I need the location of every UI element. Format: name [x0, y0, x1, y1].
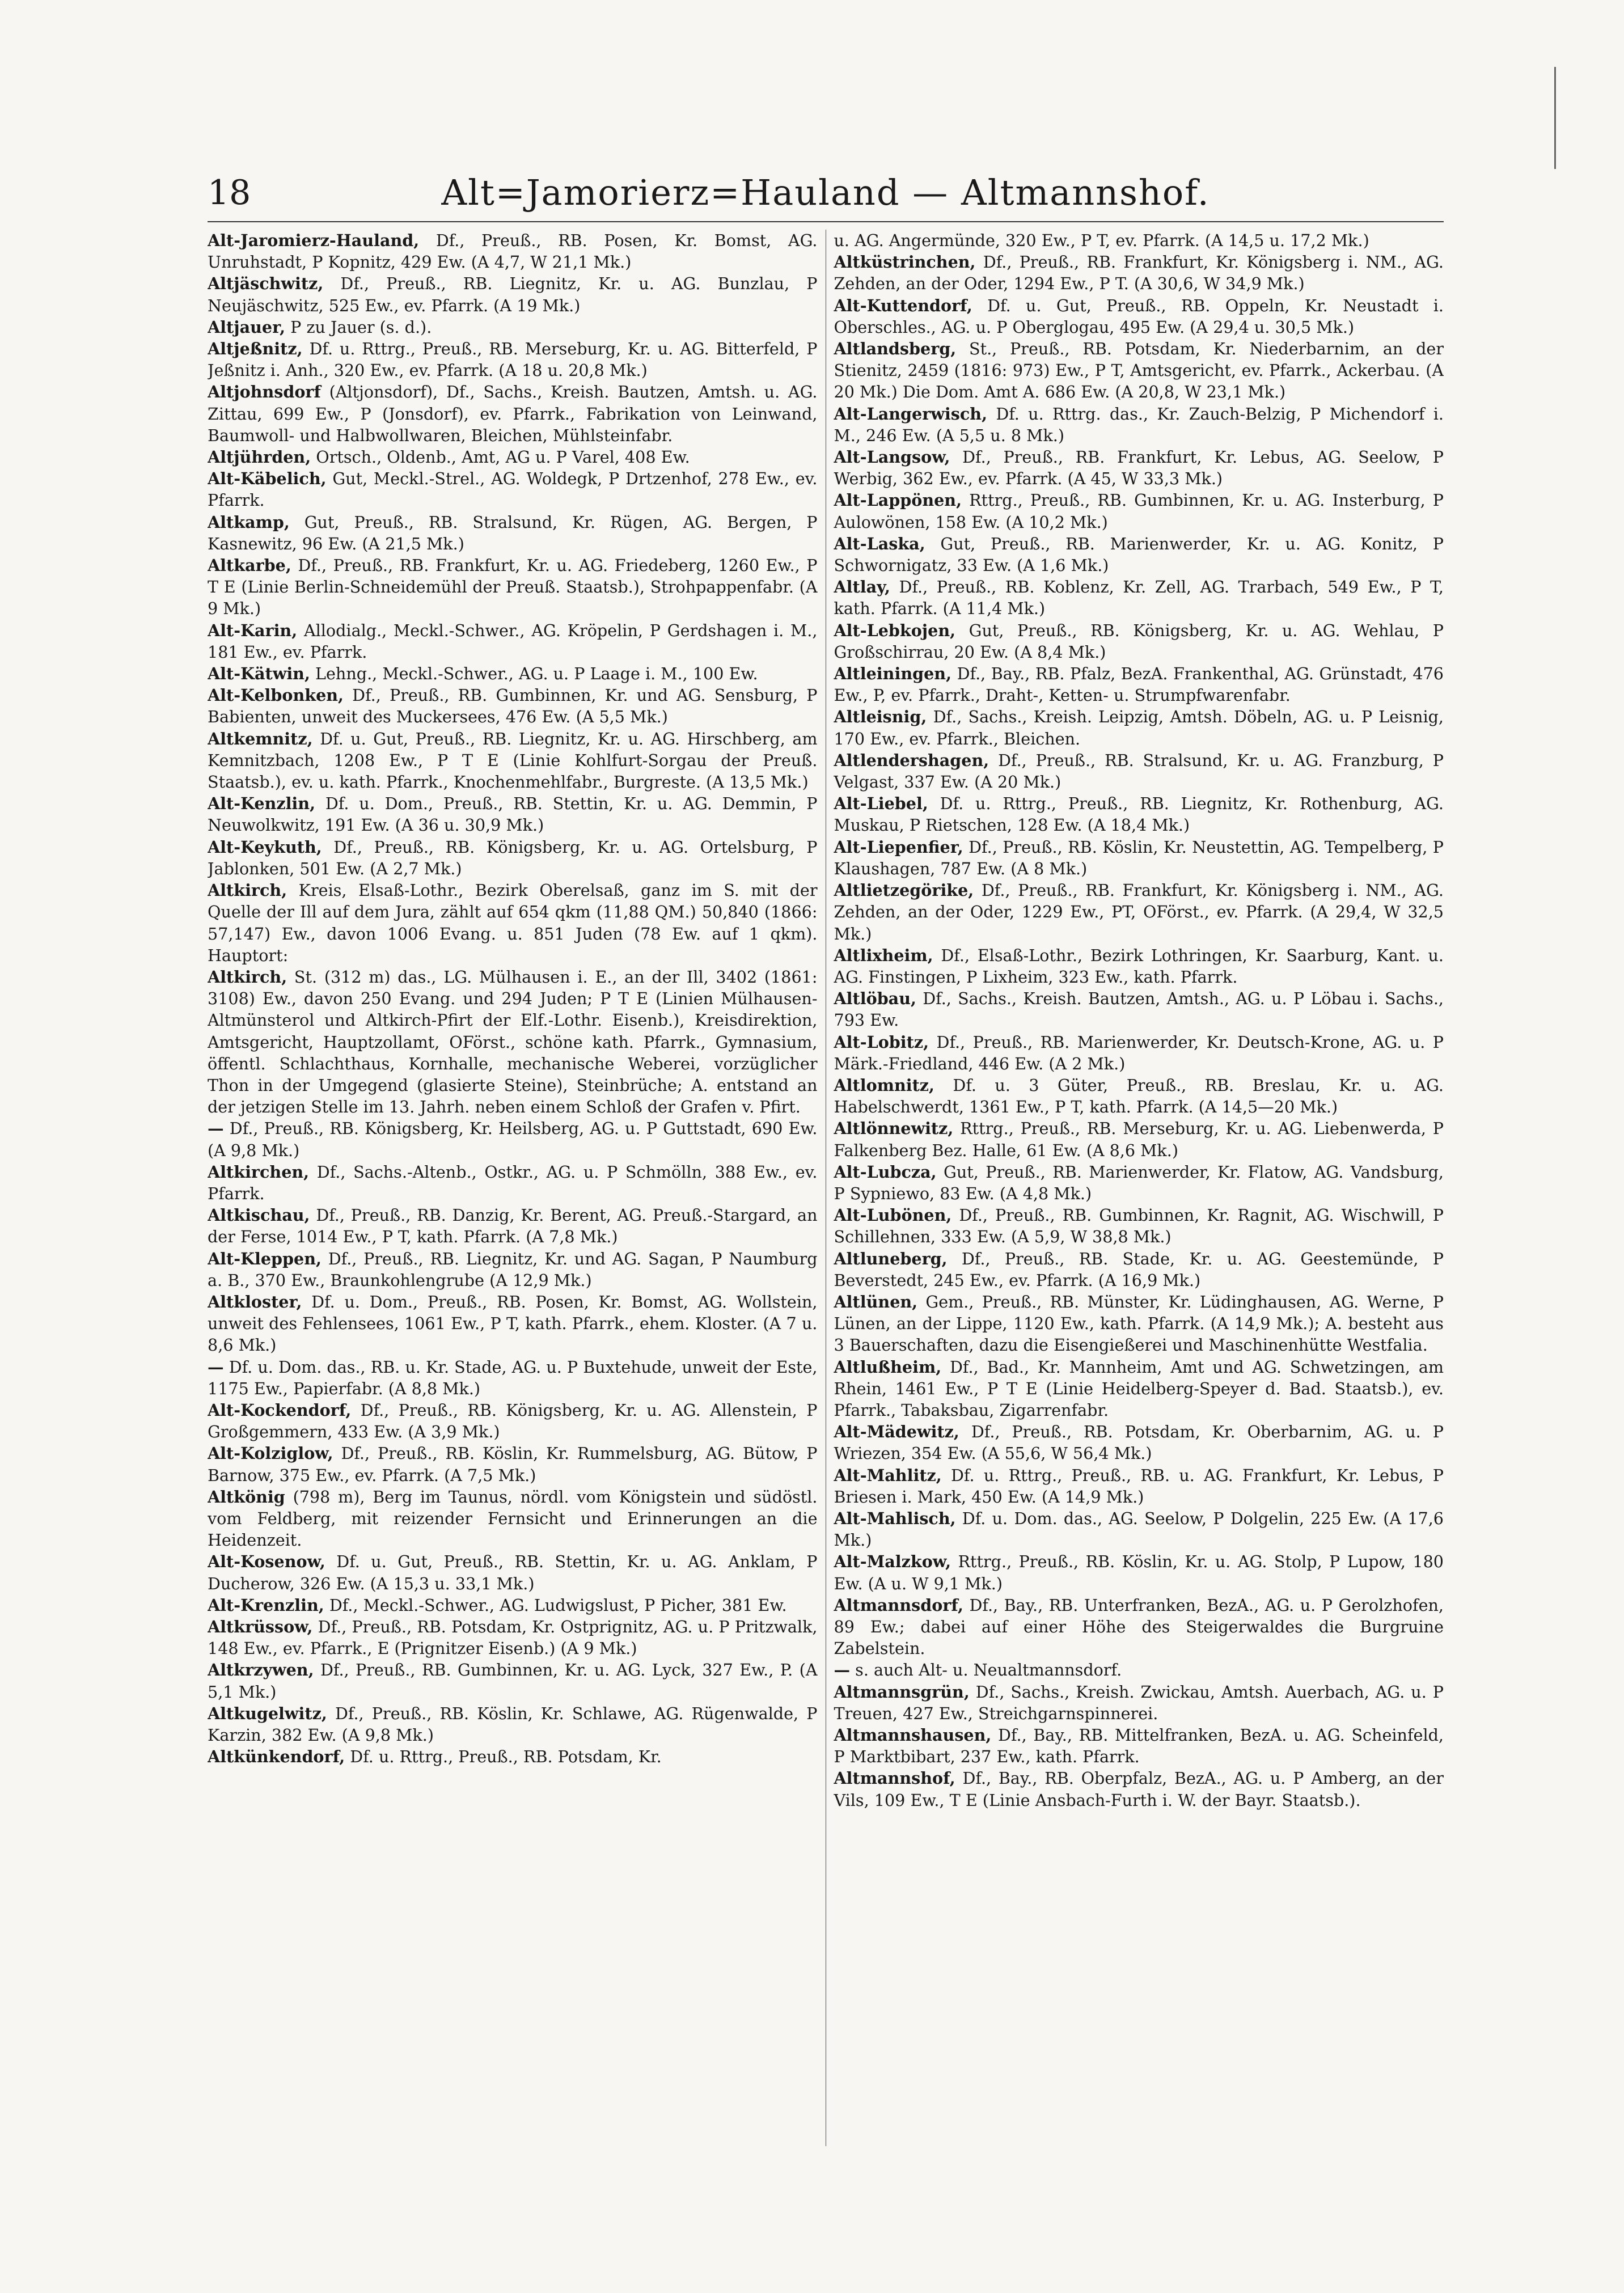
- entry-text: Df. u. 3 Güter, Preuß., RB. Breslau, Kr. u. AG. Habelschwerdt, 1361 Ew., P T, kath. Pfarrk. (A 14,5—20 Mk.): [834, 1075, 1444, 1117]
- gazetteer-entry: [208, 1356, 818, 1399]
- gazetteer-entry: [208, 1551, 818, 1594]
- entry-headword: Alt-Lebkojen,: [834, 620, 956, 640]
- gazetteer-entry: [208, 1442, 818, 1486]
- gazetteer-entry: [208, 230, 818, 273]
- gazetteer-entry: [834, 988, 1444, 1031]
- gazetteer-entry: [208, 1118, 818, 1161]
- gazetteer-entry: [834, 1248, 1444, 1291]
- entry-headword: Alt-Lobitz,: [834, 1032, 929, 1052]
- entry-headword: Alt-Keykuth,: [208, 837, 322, 857]
- entry-text: Df., Preuß., RB. Liegnitz, Kr. u. AG. Bunzlau, P Neujäschwitz, 525 Ew., ev. Pfarrk. (A 19 Mk.): [208, 274, 818, 315]
- entry-headword: Alt-Karin,: [208, 620, 298, 640]
- entry-text: Lehng., Meckl.-Schwer., AG. u. P Laage i. M., 100 Ew.: [310, 664, 758, 684]
- entry-text: Df., Preuß., RB. Frankfurt, Kr. Königsberg i. NM., AG. Zehden, an der Oder, 1294 Ew., P T. (A 30,6, W 34,9 Mk.): [834, 252, 1444, 294]
- entry-text: Df. u. Dom. das., RB. u. Kr. Stade, AG. u. P Buxtehude, unweit der Este, 1175 Ew., Papierfabr. (A 8,8 Mk.): [208, 1357, 818, 1398]
- gazetteer-entry: [834, 489, 1444, 532]
- entry-headword: Alt-Malzkow,: [834, 1552, 951, 1572]
- gazetteer-entry: [834, 576, 1444, 619]
- entry-text: Df., Sachs., Kreish. Leipzig, Amtsh. Döbeln, AG. u. P Leisnig, 170 Ew., ev. Pfarrk., Bleichen.: [834, 707, 1444, 748]
- entry-headword: Altküstrinchen,: [834, 252, 976, 272]
- entry-headword: Altkünkendorf,: [208, 1747, 345, 1767]
- entry-text: Df., Preuß., RB. Gumbinnen, Kr. u. AG. Lyck, 327 Ew., P. (A 5,1 Mk.): [208, 1660, 818, 1702]
- entry-text: Df., Preuß., RB. Potsdam, Kr. Ostprignitz, AG. u. P Pritzwalk, 148 Ew., ev. Pfarrk., E (Prignitzer Eisenb.) (A 9 Mk.): [208, 1617, 818, 1659]
- entry-text: St. (312 m) das., LG. Mülhausen i. E., an der Ill, 3402 (1861: 3108) Ew., davon 250 Evang. und 294 Juden; P T E (Linien Mülhausen-Altmünsterol und Altkirch-Pfirt der Elf.-Lothr. Eisenb.), Kreisdirektion, Amtsgericht, Hauptzollamt, OFörst., schöne kath. Pfarrk., Gymnasium, öffentl. Schlachthaus, Kornhalle, mechanische Weberei, vorzüglicher Thon in der Umgegend (glasierte Steine), Steinbrüche; A. entstand an der jetzigen Stelle im 13. Jahrh. neben einem Schloß der Grafen v. Pfirt.: [208, 967, 818, 1117]
- gazetteer-entry: [834, 1356, 1444, 1422]
- entry-text: (Altjonsdorf), Df., Sachs., Kreish. Bautzen, Amtsh. u. AG. Zittau, 699 Ew., P (Jonsdorf), ev. Pfarrk., Fabrikation von Leinwand, Baumwoll- und Halbwollwaren, Bleichen, Mühlsteinfabr.: [208, 382, 818, 445]
- entry-headword: Altjohnsdorf: [208, 382, 321, 402]
- dictionary-page: [208, 170, 1444, 2155]
- entry-text: Df., Sachs., Kreish. Bautzen, Amtsh., AG. u. P Löbau i. Sachs., 793 Ew.: [834, 989, 1444, 1030]
- gazetteer-entry: [208, 663, 818, 684]
- entry-headword: Altkischau,: [208, 1205, 310, 1225]
- entry-text: Df., Elsaß-Lothr., Bezirk Lothringen, Kr. Saarburg, Kant. u. AG. Finstingen, P Lixheim, 323 Ew., kath. Pfarrk.: [834, 945, 1444, 987]
- entry-text: Df., Sachs.-Altenb., Ostkr., AG. u. P Schmölln, 388 Ew., ev. Pfarrk.: [208, 1162, 818, 1203]
- gazetteer-entry: [208, 1594, 818, 1616]
- gazetteer-entry: [834, 1724, 1444, 1767]
- entry-text: Df., Preuß., RB. Posen, Kr. Bomst, AG. Unruhstadt, P Kopnitz, 429 Ew. (A 4,7, W 21,1 Mk.): [208, 231, 818, 272]
- entry-headword: Altkamp,: [208, 512, 290, 532]
- gazetteer-entry: [834, 1659, 1444, 1681]
- page-header: [208, 170, 1444, 222]
- entry-text: u. AG. Angermünde, 320 Ew., P T, ev. Pfarrk. (A 14,5 u. 17,2 Mk.): [834, 231, 1369, 250]
- gazetteer-entry: [834, 1031, 1444, 1074]
- entry-headword: Alt-Kleppen,: [208, 1249, 322, 1268]
- entry-headword: Altkönig: [208, 1487, 285, 1507]
- entry-text: Allodialg., Meckl.-Schwer., AG. Kröpelin, P Gerdshagen i. M., 181 Ew., ev. Pfarrk.: [208, 620, 818, 662]
- entry-text: Df., Preuß., RB. Gumbinnen, Kr. Ragnit, AG. Wischwill, P Schillehnen, 333 Ew. (A 5,9, W 38,8 Mk.): [834, 1205, 1444, 1247]
- entry-text: Df., Sachs., Kreish. Zwickau, Amtsh. Auerbach, AG. u. P Treuen, 427 Ew., Streichgarnspinnerei.: [834, 1682, 1444, 1723]
- gazetteer-entry: [834, 1118, 1444, 1161]
- gazetteer-entry: [834, 338, 1444, 403]
- entry-headword: Alt-Lubönen,: [834, 1205, 952, 1225]
- gazetteer-entry: [834, 620, 1444, 663]
- entry-headword: Alt-Liebel,: [834, 794, 928, 814]
- entry-headword: Alt-Krenzlin,: [208, 1595, 324, 1615]
- entry-headword: Altlomnitz,: [834, 1075, 934, 1095]
- entry-text: Df., Preuß., RB. Danzig, Kr. Berent, AG. Preuß.-Stargard, an der Ferse, 1014 Ew., P T, kath. Pfarrk. (A 7,8 Mk.): [208, 1205, 818, 1247]
- gazetteer-entry: [208, 836, 818, 879]
- entry-text: Kreis, Elsaß-Lothr., Bezirk Oberelsaß, ganz im S. mit der Quelle der Ill auf dem Jura, zählt auf 654 qkm (11,88 QM.) 50,840 (1866: 57,147) Ew., davon 1006 Evang. u. 851 Juden (78 Ew. auf 1 qkm). Hauptort:: [208, 881, 818, 965]
- entry-text: Df., Meckl.-Schwer., AG. Ludwigslust, P Picher, 381 Ew.: [324, 1595, 787, 1615]
- entry-text: Df., Bay., RB. Unterfranken, BezA., AG. u. P Gerolzhofen, 89 Ew.; dabei auf einer Höhe des Steigerwaldes die Burgruine Zabelstein.: [834, 1595, 1444, 1659]
- entry-text: Df., Preuß., RB. Marienwerder, Kr. Deutsch-Krone, AG. u. P Märk.-Friedland, 446 Ew. (A 2 Mk.): [834, 1032, 1444, 1073]
- entry-text: Df., Preuß., RB. Koblenz, Kr. Zell, AG. Trarbach, 549 Ew., P T, kath. Pfarrk. (A 11,4 Mk.): [834, 577, 1444, 619]
- gazetteer-entry: [834, 1161, 1444, 1204]
- entry-headword: Altkarbe,: [208, 556, 291, 576]
- gazetteer-entry: [208, 1486, 818, 1551]
- entry-text: St., Preuß., RB. Potsdam, Kr. Niederbarnim, an der Stienitz, 2459 (1816: 973) Ew., P T, Amtsgericht, ev. Pfarrk., Ackerbau. (A 20 Mk.) Die Dom. Amt A. 686 Ew. (A 20,8, W 23,1 Mk.): [834, 339, 1444, 402]
- entry-text: Df. u. Dom., Preuß., RB. Posen, Kr. Bomst, AG. Wollstein, unweit des Fehlensees, 1061 Ew., P T, kath. Pfarrk., ehem. Kloster. (A 7 u. 8,6 Mk.): [208, 1292, 818, 1355]
- page-number: 18: [208, 173, 251, 213]
- text-columns: [208, 230, 1444, 2146]
- entry-headword: Alt-Jaromierz-Hauland,: [208, 231, 420, 250]
- entry-headword: Altmannsgrün,: [834, 1682, 970, 1702]
- entry-text: Df., Preuß., RB. Liegnitz, Kr. und AG. Sagan, P Naumburg a. B., 370 Ew., Braunkohlengrube (A 12,9 Mk.): [208, 1249, 818, 1290]
- gazetteer-entry: [834, 706, 1444, 749]
- entry-text: Rttrg., Preuß., RB. Merseburg, Kr. u. AG. Liebenwerda, P Falkenberg Bez. Halle, 61 Ew. (A 8,6 Mk.): [834, 1119, 1444, 1160]
- gazetteer-entry: [208, 273, 818, 316]
- entry-headword: —: [208, 1357, 224, 1377]
- entry-text: Df., Preuß., RB. Gumbinnen, Kr. und AG. Sensburg, P Babienten, unweit des Muckersees, 476 Ew. (A 5,5 Mk.): [208, 686, 818, 727]
- entry-headword: —: [208, 1119, 224, 1139]
- entry-text: Df., Preuß., RB. Königsberg, Kr. Heilsberg, AG. u. P Guttstadt, 690 Ew. (A 9,8 Mk.): [208, 1119, 818, 1160]
- entry-headword: Alt-Kenzlin,: [208, 794, 316, 814]
- gazetteer-entry: [834, 1421, 1444, 1464]
- entry-text: Df., Preuß., RB. Stade, Kr. u. AG. Geestemünde, P Beverstedt, 245 Ew., ev. Pfarrk. (A 16,9 Mk.): [834, 1249, 1444, 1290]
- gazetteer-entry: [834, 836, 1444, 879]
- entry-headword: Altmannshof,: [834, 1769, 955, 1788]
- entry-headword: Altkirch,: [208, 967, 287, 987]
- entry-headword: Altlendershagen,: [834, 750, 989, 770]
- entry-headword: Alt-Mädewitz,: [834, 1422, 959, 1442]
- entry-headword: Altleiningen,: [834, 664, 952, 684]
- gazetteer-entry: [834, 1204, 1444, 1247]
- entry-text: Gem., Preuß., RB. Münster, Kr. Lüdinghausen, AG. Werne, P Lünen, an der Lippe, 1120 Ew., kath. Pfarrk. (A 14,9 Mk.); A. besteht aus 3 Bauerschaften, dazu die Eisengießerei und Maschinenhütte Westfalia.: [834, 1292, 1444, 1355]
- entry-headword: Alt-Laska,: [834, 534, 925, 553]
- entry-headword: Altjauer,: [208, 317, 286, 337]
- entry-text: Gut, Preuß., RB. Marienwerder, Kr. u. AG. Konitz, P Schwornigatz, 33 Ew. (A 1,6 Mk.): [834, 534, 1444, 576]
- entry-headword: Altleisnig,: [834, 707, 927, 727]
- entry-text: Df. u. Rttrg., Preuß., RB. u. AG. Frankfurt, Kr. Lebus, P Briesen i. Mark, 450 Ew. (A 14,9 Mk.): [834, 1465, 1444, 1507]
- entry-headword: Altlöbau,: [834, 989, 916, 1009]
- gazetteer-entry: [834, 1681, 1444, 1724]
- gazetteer-entry: [834, 1594, 1444, 1660]
- entry-headword: Altlönnewitz,: [834, 1119, 954, 1139]
- gazetteer-entry: [208, 879, 818, 966]
- gazetteer-entry: [208, 468, 818, 511]
- entry-headword: Alt-Kockendorf,: [208, 1400, 352, 1420]
- entry-headword: Altkrüssow,: [208, 1617, 313, 1636]
- entry-headword: Alt-Kätwin,: [208, 664, 310, 684]
- gazetteer-entry: [834, 295, 1444, 338]
- entry-text: Df., Preuß., RB. Stralsund, Kr. u. AG. Franzburg, P Velgast, 337 Ew. (A 20 Mk.): [834, 750, 1444, 792]
- entry-text: Gut, Preuß., RB. Marienwerder, Kr. Flatow, AG. Vandsburg, P Sypniewo, 83 Ew. (A 4,8 Mk.): [834, 1162, 1444, 1203]
- gazetteer-entry: [208, 793, 818, 836]
- gazetteer-entry: [208, 555, 818, 620]
- gazetteer-entry: [834, 1767, 1444, 1810]
- entry-text: Df. u. Dom. das., AG. Seelow, P Dolgelin, 225 Ew. (A 17,6 Mk.): [834, 1508, 1444, 1550]
- gazetteer-entry: [834, 793, 1444, 836]
- entry-headword: Altlünen,: [834, 1292, 918, 1312]
- gazetteer-entry: [834, 1291, 1444, 1356]
- gazetteer-entry: [208, 1291, 818, 1356]
- entry-text: Df., Preuß., RB. Köslin, Kr. Schlawe, AG. Rügenwalde, P Karzin, 382 Ew. (A 9,8 Mk.): [208, 1703, 818, 1745]
- entry-text: Df., Preuß., RB. Frankfurt, Kr. Königsberg i. NM., AG. Zehden, an der Oder, 1229 Ew., PT, OFörst., ev. Pfarrk. (A 29,4, W 32,5 Mk.): [834, 881, 1444, 944]
- entry-headword: Altlay,: [834, 577, 890, 597]
- gazetteer-entry: [834, 1074, 1444, 1118]
- entry-text: Gut, Preuß., RB. Stralsund, Kr. Rügen, AG. Bergen, P Kasnewitz, 96 Ew. (A 21,5 Mk.): [208, 512, 818, 553]
- scan-edge-mark: [1554, 67, 1556, 169]
- entry-text: (798 m), Berg im Taunus, nördl. vom Königstein und südöstl. vom Feldberg, mit reizender Fernsicht und Erinnerungen an die Heidenzeit.: [208, 1487, 818, 1550]
- gazetteer-entry: [834, 533, 1444, 576]
- entry-headword: Altkirch,: [208, 881, 287, 900]
- entry-headword: Alt-Lappönen,: [834, 490, 962, 510]
- entry-headword: Alt-Kelbonken,: [208, 686, 344, 705]
- running-head: Alt=Jamorierz=Hauland — Altmannshof.: [441, 172, 1210, 213]
- gazetteer-entry: [834, 750, 1444, 793]
- entry-headword: Altkloster,: [208, 1292, 302, 1312]
- entry-text: s. auch Alt- u. Neualtmannsdorf.: [850, 1660, 1122, 1680]
- entry-text: Gut, Meckl.-Strel., AG. Woldegk, P Drtzenhof, 278 Ew., ev. Pfarrk.: [208, 469, 818, 510]
- entry-headword: Alt-Mahlisch,: [834, 1508, 956, 1528]
- entry-text: Df., Bad., Kr. Mannheim, Amt und AG. Schwetzingen, am Rhein, 1461 Ew., P T E (Linie Heidelberg-Speyer d. Bad. Staatsb.), ev. Pfarrk., Tabaksbau, Zigarrenfabr.: [834, 1357, 1444, 1420]
- gazetteer-entry: [834, 879, 1444, 945]
- gazetteer-entry: [834, 446, 1444, 489]
- gazetteer-entry: [208, 1161, 818, 1204]
- gazetteer-entry: [208, 728, 818, 793]
- entry-headword: Altluneberg,: [834, 1249, 948, 1268]
- entry-text: Df. u. Rttrg. das., Kr. Zauch-Belzig, P Michendorf i. M., 246 Ew. (A 5,5 u. 8 Mk.): [834, 404, 1444, 445]
- gazetteer-entry: [208, 1248, 818, 1291]
- entry-text: Rttrg., Preuß., RB. Gumbinnen, Kr. u. AG. Insterburg, P Aulowönen, 158 Ew. (A 10,2 Mk.): [834, 490, 1444, 532]
- gazetteer-entry: [208, 1703, 818, 1746]
- entry-text: Df., Bay., RB. Mittelfranken, BezA. u. AG. Scheinfeld, P Marktbibart, 237 Ew., kath. Pfarrk.: [834, 1725, 1444, 1767]
- gazetteer-entry: [208, 381, 818, 446]
- entry-text: Df., Preuß., RB. Frankfurt, Kr. Lebus, AG. Seelow, P Werbig, 362 Ew., ev. Pfarrk. (A 45, W 33,3 Mk.): [834, 447, 1444, 489]
- entry-headword: Alt-Kosenow,: [208, 1552, 325, 1572]
- gazetteer-entry: [834, 1465, 1444, 1508]
- entry-text: Df. u. Dom., Preuß., RB. Stettin, Kr. u. AG. Demmin, P Neuwolkwitz, 191 Ew. (A 36 u. 30,9 Mk.): [208, 794, 818, 835]
- entry-headword: Altlandsberg,: [834, 339, 957, 359]
- gazetteer-entry: [208, 966, 818, 1118]
- gazetteer-entry: [834, 251, 1444, 294]
- entry-headword: Altjeßnitz,: [208, 339, 303, 359]
- entry-text: Df., Preuß., RB. Köslin, Kr. Rummelsburg, AG. Bütow, P Barnow, 375 Ew., ev. Pfarrk. (A 7,5 Mk.): [208, 1444, 818, 1485]
- gazetteer-entry: [208, 316, 818, 338]
- right-column: [826, 230, 1444, 2146]
- gazetteer-entry: [208, 1399, 818, 1442]
- entry-text: Df. u. Rttrg., Preuß., RB. Potsdam, Kr.: [345, 1747, 662, 1767]
- gazetteer-entry: [208, 620, 818, 663]
- gazetteer-entry: [834, 945, 1444, 988]
- entry-headword: Alt-Langsow,: [834, 447, 950, 467]
- entry-text: Df. u. Rttrg., Preuß., RB. Merseburg, Kr. u. AG. Bitterfeld, P Jeßnitz i. Anh., 320 Ew., ev. Pfarrk. (A 18 u. 20,8 Mk.): [208, 339, 818, 380]
- entry-headword: Altkemnitz,: [208, 729, 313, 748]
- entry-headword: Altjührden,: [208, 447, 311, 467]
- gazetteer-entry: [834, 403, 1444, 446]
- gazetteer-entry: [208, 1204, 818, 1247]
- entry-headword: Altlixheim,: [834, 945, 933, 965]
- gazetteer-entry: [208, 338, 818, 381]
- entry-text: Df. u. Gut, Preuß., RB. Liegnitz, Kr. u. AG. Hirschberg, am Kemnitzbach, 1208 Ew., P T E (Linie Kohlfurt-Sorgau der Preuß. Staatsb.), ev. u. kath. Pfarrk., Knochenmehlfabr., Burgreste. (A 13,5 Mk.): [208, 729, 818, 792]
- entry-headword: Altjäschwitz,: [208, 274, 324, 294]
- gazetteer-entry: [208, 511, 818, 555]
- gazetteer-entry: [208, 1616, 818, 1659]
- entry-text: Rttrg., Preuß., RB. Köslin, Kr. u. AG. Stolp, P Lupow, 180 Ew. (A u. W 9,1 Mk.): [834, 1552, 1444, 1593]
- entry-text: Df. u. Rttrg., Preuß., RB. Liegnitz, Kr. Rothenburg, AG. Muskau, P Rietschen, 128 Ew. (A 18,4 Mk.): [834, 794, 1444, 835]
- entry-text: Ortsch., Oldenb., Amt, AG u. P Varel, 408 Ew.: [311, 447, 690, 467]
- entry-text: Df., Preuß., RB. Königsberg, Kr. u. AG. Ortelsburg, P Jablonken, 501 Ew. (A 2,7 Mk.): [208, 837, 818, 878]
- entry-text: Gut, Preuß., RB. Königsberg, Kr. u. AG. Wehlau, P Großschirrau, 20 Ew. (A 8,4 Mk.): [834, 620, 1444, 662]
- entry-text: Df., Bay., RB. Pfalz, BezA. Frankenthal, AG. Grünstadt, 476 Ew., P, ev. Pfarrk., Draht-, Ketten- u. Strumpfwarenfabr.: [834, 664, 1444, 705]
- entry-text: Df. u. Gut, Preuß., RB. Stettin, Kr. u. AG. Anklam, P Ducherow, 326 Ew. (A 15,3 u. 33,1 Mk.): [208, 1552, 818, 1593]
- entry-headword: Altkugelwitz,: [208, 1703, 327, 1723]
- entry-headword: Alt-Lubcza,: [834, 1162, 937, 1182]
- gazetteer-entry: [834, 1551, 1444, 1594]
- entry-headword: Altkirchen,: [208, 1162, 310, 1182]
- gazetteer-entry: [208, 684, 818, 727]
- gazetteer-entry: [208, 1659, 818, 1702]
- entry-text: Df., Preuß., RB. Köslin, Kr. Neustettin, AG. Tempelberg, P Klaushagen, 787 Ew. (A 8 Mk.): [834, 837, 1444, 878]
- gazetteer-entry: [208, 446, 818, 468]
- entry-headword: Altmannshausen,: [834, 1725, 992, 1745]
- entry-headword: Alt-Kuttendorf,: [834, 295, 972, 315]
- entry-text: P zu Jauer (s. d.).: [285, 317, 432, 337]
- entry-text: Df. u. Gut, Preuß., RB. Oppeln, Kr. Neustadt i. Oberschles., AG. u. P Oberglogau, 495 Ew. (A 29,4 u. 30,5 Mk.): [834, 295, 1444, 337]
- entry-headword: Alt-Liepenfier,: [834, 837, 963, 857]
- entry-headword: Altkrzywen,: [208, 1660, 314, 1680]
- entry-text: Df., Preuß., RB. Frankfurt, Kr. u. AG. Friedeberg, 1260 Ew., P T E (Linie Berlin-Schneidemühl der Preuß. Staatsb.), Strohpappenfabr. (A 9 Mk.): [208, 556, 818, 619]
- entry-headword: Altlußheim,: [834, 1357, 942, 1377]
- entry-text: Df., Bay., RB. Oberpfalz, BezA., AG. u. P Amberg, an der Vils, 109 Ew., T E (Linie Ansbach-Furth i. W. der Bayr. Staatsb.).: [834, 1769, 1444, 1810]
- entry-headword: Altmannsdorf,: [834, 1595, 963, 1615]
- gazetteer-entry: [834, 1508, 1444, 1551]
- gazetteer-entry: [834, 663, 1444, 706]
- entry-headword: Altlietzegörike,: [834, 881, 974, 900]
- entry-headword: Alt-Mahlitz,: [834, 1465, 942, 1485]
- entry-headword: Alt-Kolziglow,: [208, 1444, 333, 1463]
- left-column: [208, 230, 826, 2146]
- gazetteer-entry: [834, 230, 1444, 251]
- entry-text: Df., Preuß., RB. Potsdam, Kr. Oberbarnim, AG. u. P Wriezen, 354 Ew. (A 55,6, W 56,4 Mk.): [834, 1422, 1444, 1463]
- entry-headword: Alt-Käbelich,: [208, 469, 327, 489]
- gazetteer-entry: [208, 1746, 818, 1767]
- entry-headword: —: [834, 1660, 851, 1680]
- entry-text: Df., Preuß., RB. Königsberg, Kr. u. AG. Allenstein, P Großgemmern, 433 Ew. (A 3,9 Mk.): [208, 1400, 818, 1442]
- entry-headword: Alt-Langerwisch,: [834, 404, 988, 424]
